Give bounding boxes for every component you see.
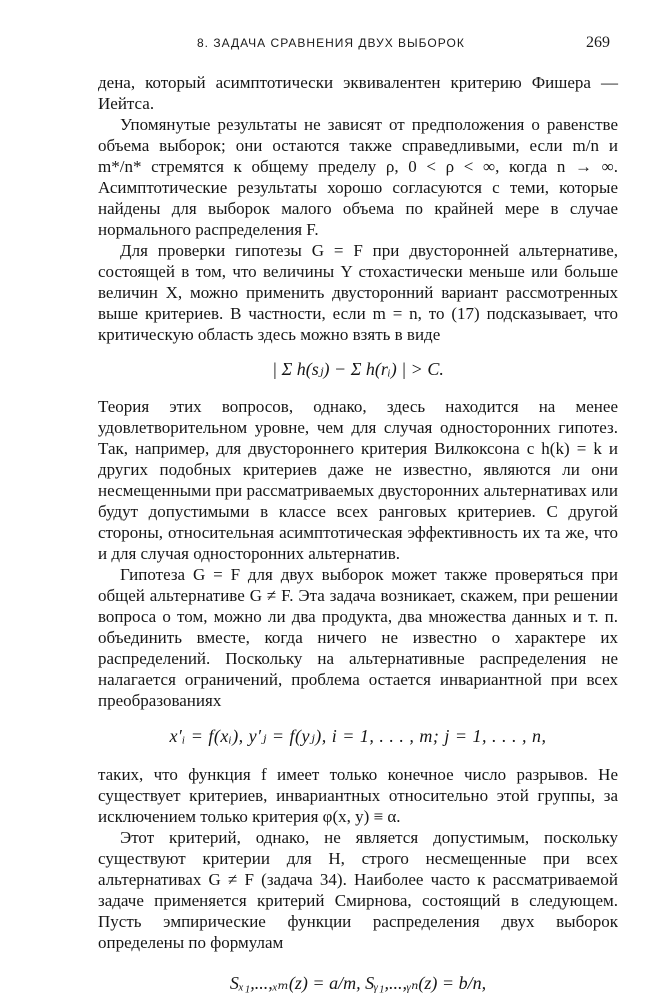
page-number: 269 [586, 34, 610, 51]
paragraph-invariance: таких, что функция f имеет только конечное число разрывов. Не существует критериев, инвариантных относительно этой группы, за исключением только критерия φ(x, y) ≡ α. [98, 765, 618, 826]
formula-critical-region: | Σ h(sⱼ) − Σ h(rᵢ) | > C. [272, 359, 444, 379]
page-header [96, 28, 616, 60]
paragraph-asymptotic-results: Упомянутые результаты не зависят от предположения о равенстве объема выборок; они остаются также справедливыми, если m/n и m*/n* стремятся к общему пределу ρ, 0 < ρ < ∞, когда n → ∞. Асимптотические результаты хорошо согласуются с теми, которые найдены для выборок малого объема по крайней мере в случае нормального распределения F. [98, 115, 618, 239]
paragraph-smirnov-test: Этот критерий, однако, не является допустимым, поскольку существуют критерии для H, строго несмещенные при всех альтернативах G ≠ F (задача 34). Наиболее часто к рассматриваемой задаче применяется критерий Смирнова, состоящий в следующем. Пусть эмпирические функции распределения двух выборок определены по формулам [98, 828, 618, 952]
body-text [98, 72, 618, 994]
formula-transformations: x′ᵢ = f(xᵢ), y′ⱼ = f(yⱼ), i = 1, . . . , m; j = 1, . . . , n, [169, 726, 547, 746]
paragraph-general-alternative: Гипотеза G = F для двух выборок может также проверяться при общей альтернативе G ≠ F. Эта задача возникает, скажем, при решении вопроса о том, можно ли два продукта, два множества данных и т. п. объединить вместе, когда ничего не известно о характере их распределений. Поскольку на альтернативные распределения не налагается ограничений, проблема остается инвариантной при всех преобразованиях [98, 565, 618, 710]
paragraph-continuation: дена, который асимптотически эквивалентен критерию Фишера — Иейтса. [98, 73, 618, 113]
paragraph-two-sided-alternative: Для проверки гипотезы G = F при двусторонней альтернативе, состоящей в том, что величины Y стохастически меньше или больше величин X, можно применить двусторонний вариант рассмотренных выше критериев. В частности, если m = n, то (17) подсказывает, что критическую область здесь можно взять в виде [98, 241, 618, 344]
paragraph-theory: Теория этих вопросов, однако, здесь находится на менее удовлетворительном уровне, чем для случая односторонних гипотез. Так, например, для двустороннего критерия Вилкоксона с h(k) = k и других подобных критериев даже не известно, являются ли они несмещенными при рассматриваемых двусторонних альтернативах или будут допустимыми в классе всех ранговых критериев. С другой стороны, относительная асимптотическая эффективность их та же, что и для случая односторонних альтернатив. [98, 397, 618, 563]
running-head: 8. ЗАДАЧА СРАВНЕНИЯ ДВУХ ВЫБОРОК [197, 36, 465, 50]
formula-empirical-cdfs: Sₓ₁,...,ₓₘ(z) = a/m, Sᵧ₁,...,ᵧₙ(z) = b/n, [229, 973, 487, 993]
